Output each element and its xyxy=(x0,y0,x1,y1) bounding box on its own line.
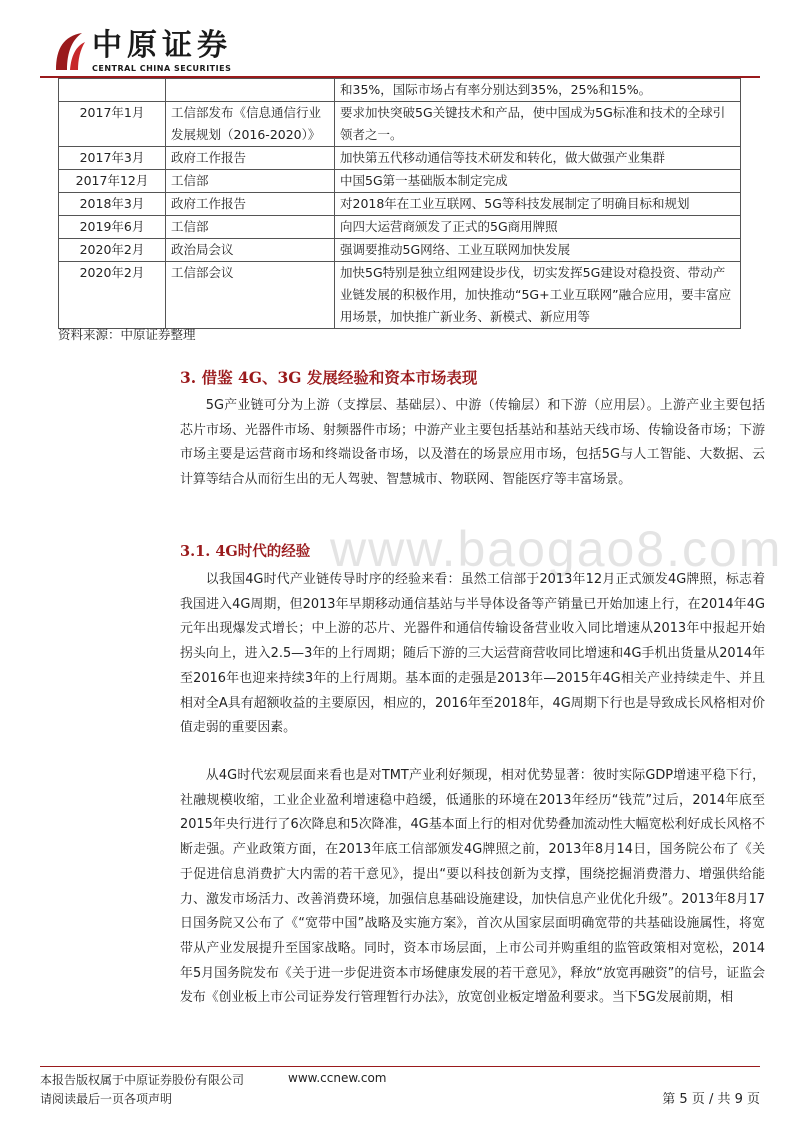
body-paragraph: 5G产业链可分为上游（支撑层、基础层）、中游（传输层）和下游（应用层）。上游产业主要包括芯片市场、光器件市场、射频器件市场；中游产业主要包括基站和基站天线市场、传输设备市场；下游市场主要是运营商市场和终端设备市场，以及潜在的场景应用市场，包括5G与人工智能、大数据、云计算等结合从而衍生出的无人驾驶、智慧城市、物联网、智能医疗等丰富场景。 xyxy=(180,398,765,488)
subsection-title: 3.1. 4G时代的经验 xyxy=(180,543,311,560)
event-content: 向四大运营商颁发了正式的5G商用牌照 xyxy=(335,216,741,239)
table-row xyxy=(59,193,741,216)
body-paragraph: 以我国4G时代产业链传导时序的经验来看：虽然工信部于2013年12月正式颁发4G牌照，标志着我国进入4G周期，但2013年早期移动通信基站与半导体设备等产销量已开始加速上行，在2014年4G元年出现爆发式增长；中上游的芯片、光器件和通信传输设备营业收入同比增速从2013年中报起开始拐头向上，进入2.5—3年的上行周期；随后下游的三大运营商营收同比增速和4G手机出货量从2014年至2016年也迎来持续3年的上行周期。基本面的走强是2013年—2015年4G相关产业持续走牛、并且相对全A具有超额收益的主要原因，相应的，2016年至2018年，4G周期下行也是导致成长风格相对价值走弱的重要因素。 xyxy=(180,572,765,736)
table-row xyxy=(59,102,741,147)
event-date: 2017年12月 xyxy=(59,170,166,193)
watermark: www.baogao8.com xyxy=(330,521,783,577)
event-source xyxy=(166,79,335,102)
company-name-cn: 中原证券 xyxy=(92,28,232,63)
event-date: 2017年3月 xyxy=(59,147,166,170)
footer-divider xyxy=(40,1066,760,1067)
table-source-note: 资料来源：中原证券整理 xyxy=(58,327,196,342)
company-name-en: CENTRAL CHINA SECURITIES xyxy=(92,64,232,73)
table-row xyxy=(59,262,741,329)
event-date: 2020年2月 xyxy=(59,262,166,329)
section-title: 3. 借鉴 4G、3G 发展经验和资本市场表现 xyxy=(180,368,478,387)
event-content: 强调要推动5G网络、工业互联网加快发展 xyxy=(335,239,741,262)
policy-events-table xyxy=(58,78,741,329)
event-source: 政府工作报告 xyxy=(166,147,335,170)
event-date: 2020年2月 xyxy=(59,239,166,262)
event-content: 和35%，国际市场占有率分别达到35%，25%和15%。 xyxy=(335,79,741,102)
event-source: 政治局会议 xyxy=(166,239,335,262)
company-logo-icon xyxy=(52,30,86,72)
event-content: 中国5G第一基础版本制定完成 xyxy=(335,170,741,193)
table-row xyxy=(59,216,741,239)
page-number: 第 5 页 / 共 9 页 xyxy=(662,1092,760,1107)
event-content: 加快第五代移动通信等技术研发和转化，做大做强产业集群 xyxy=(335,147,741,170)
page-header xyxy=(0,0,800,80)
event-content: 加快5G特别是独立组网建设步伐，切实发挥5G建设对稳投资、带动产业链发展的积极作用，加快推动“5G+工业互联网”融合应用，要丰富应用场景，加快推广新业务、新模式、新应用等 xyxy=(335,262,741,329)
event-source: 工信部 xyxy=(166,216,335,239)
table-row xyxy=(59,147,741,170)
event-date: 2018年3月 xyxy=(59,193,166,216)
event-date: 2017年1月 xyxy=(59,102,166,147)
body-paragraph: 从4G时代宏观层面来看也是对TMT产业利好频现，相对优势显著：彼时实际GDP增速平稳下行，社融规模收缩，工业企业盈利增速稳中趋缓，低通胀的环境在2013年经历“钱荒”过后，2014年底至2015年央行进行了6次降息和5次降准，4G基本面上行的相对优势叠加流动性大幅宽松利好成长风格不断走强。产业政策方面，在2013年底工信部颁发4G牌照之前，2013年8月14日，国务院公布了《关于促进信息消费扩大内需的若干意见》，提出“要以科技创新为支撑，围绕挖掘消费潜力、增强供给能力、激发市场活力、改善消费环境，加强信息基础设施建设，加快信息产业优化升级”。2013年8月17日国务院又公布了《“宽带中国”战略及实施方案》，首次从国家层面明确宽带的共基础设施属性，将宽带从产业发展提升至国家战略。同时，资本市场层面，上市公司并购重组的监管政策相对宽松，2014年5月国务院发布《关于进一步促进资本市场健康发展的若干意见》，释放“放宽再融资”的信号，证监会发布《创业板上市公司证券发行管理暂行办法》，放宽创业板定增盈利要求。当下5G发展前期，相 xyxy=(180,768,765,1006)
event-source: 工信部会议 xyxy=(166,262,335,329)
event-content: 对2018年在工业互联网、5G等科技发展制定了明确目标和规划 xyxy=(335,193,741,216)
event-date xyxy=(59,79,166,102)
footer-url[interactable]: www.ccnew.com xyxy=(288,1071,387,1085)
event-source: 工信部 xyxy=(166,170,335,193)
table-row xyxy=(59,239,741,262)
table-row xyxy=(59,79,741,102)
footer-copyright: 本报告版权属于中原证券股份有限公司 xyxy=(40,1073,245,1087)
event-source: 工信部发布《信息通信行业发展规划（2016-2020）》 xyxy=(166,102,335,147)
event-date: 2019年6月 xyxy=(59,216,166,239)
footer-disclaimer: 请阅读最后一页各项声明 xyxy=(40,1092,173,1106)
event-content: 要求加快突破5G关键技术和产品，使中国成为5G标准和技术的全球引领者之一。 xyxy=(335,102,741,147)
table-row xyxy=(59,170,741,193)
event-source: 政府工作报告 xyxy=(166,193,335,216)
